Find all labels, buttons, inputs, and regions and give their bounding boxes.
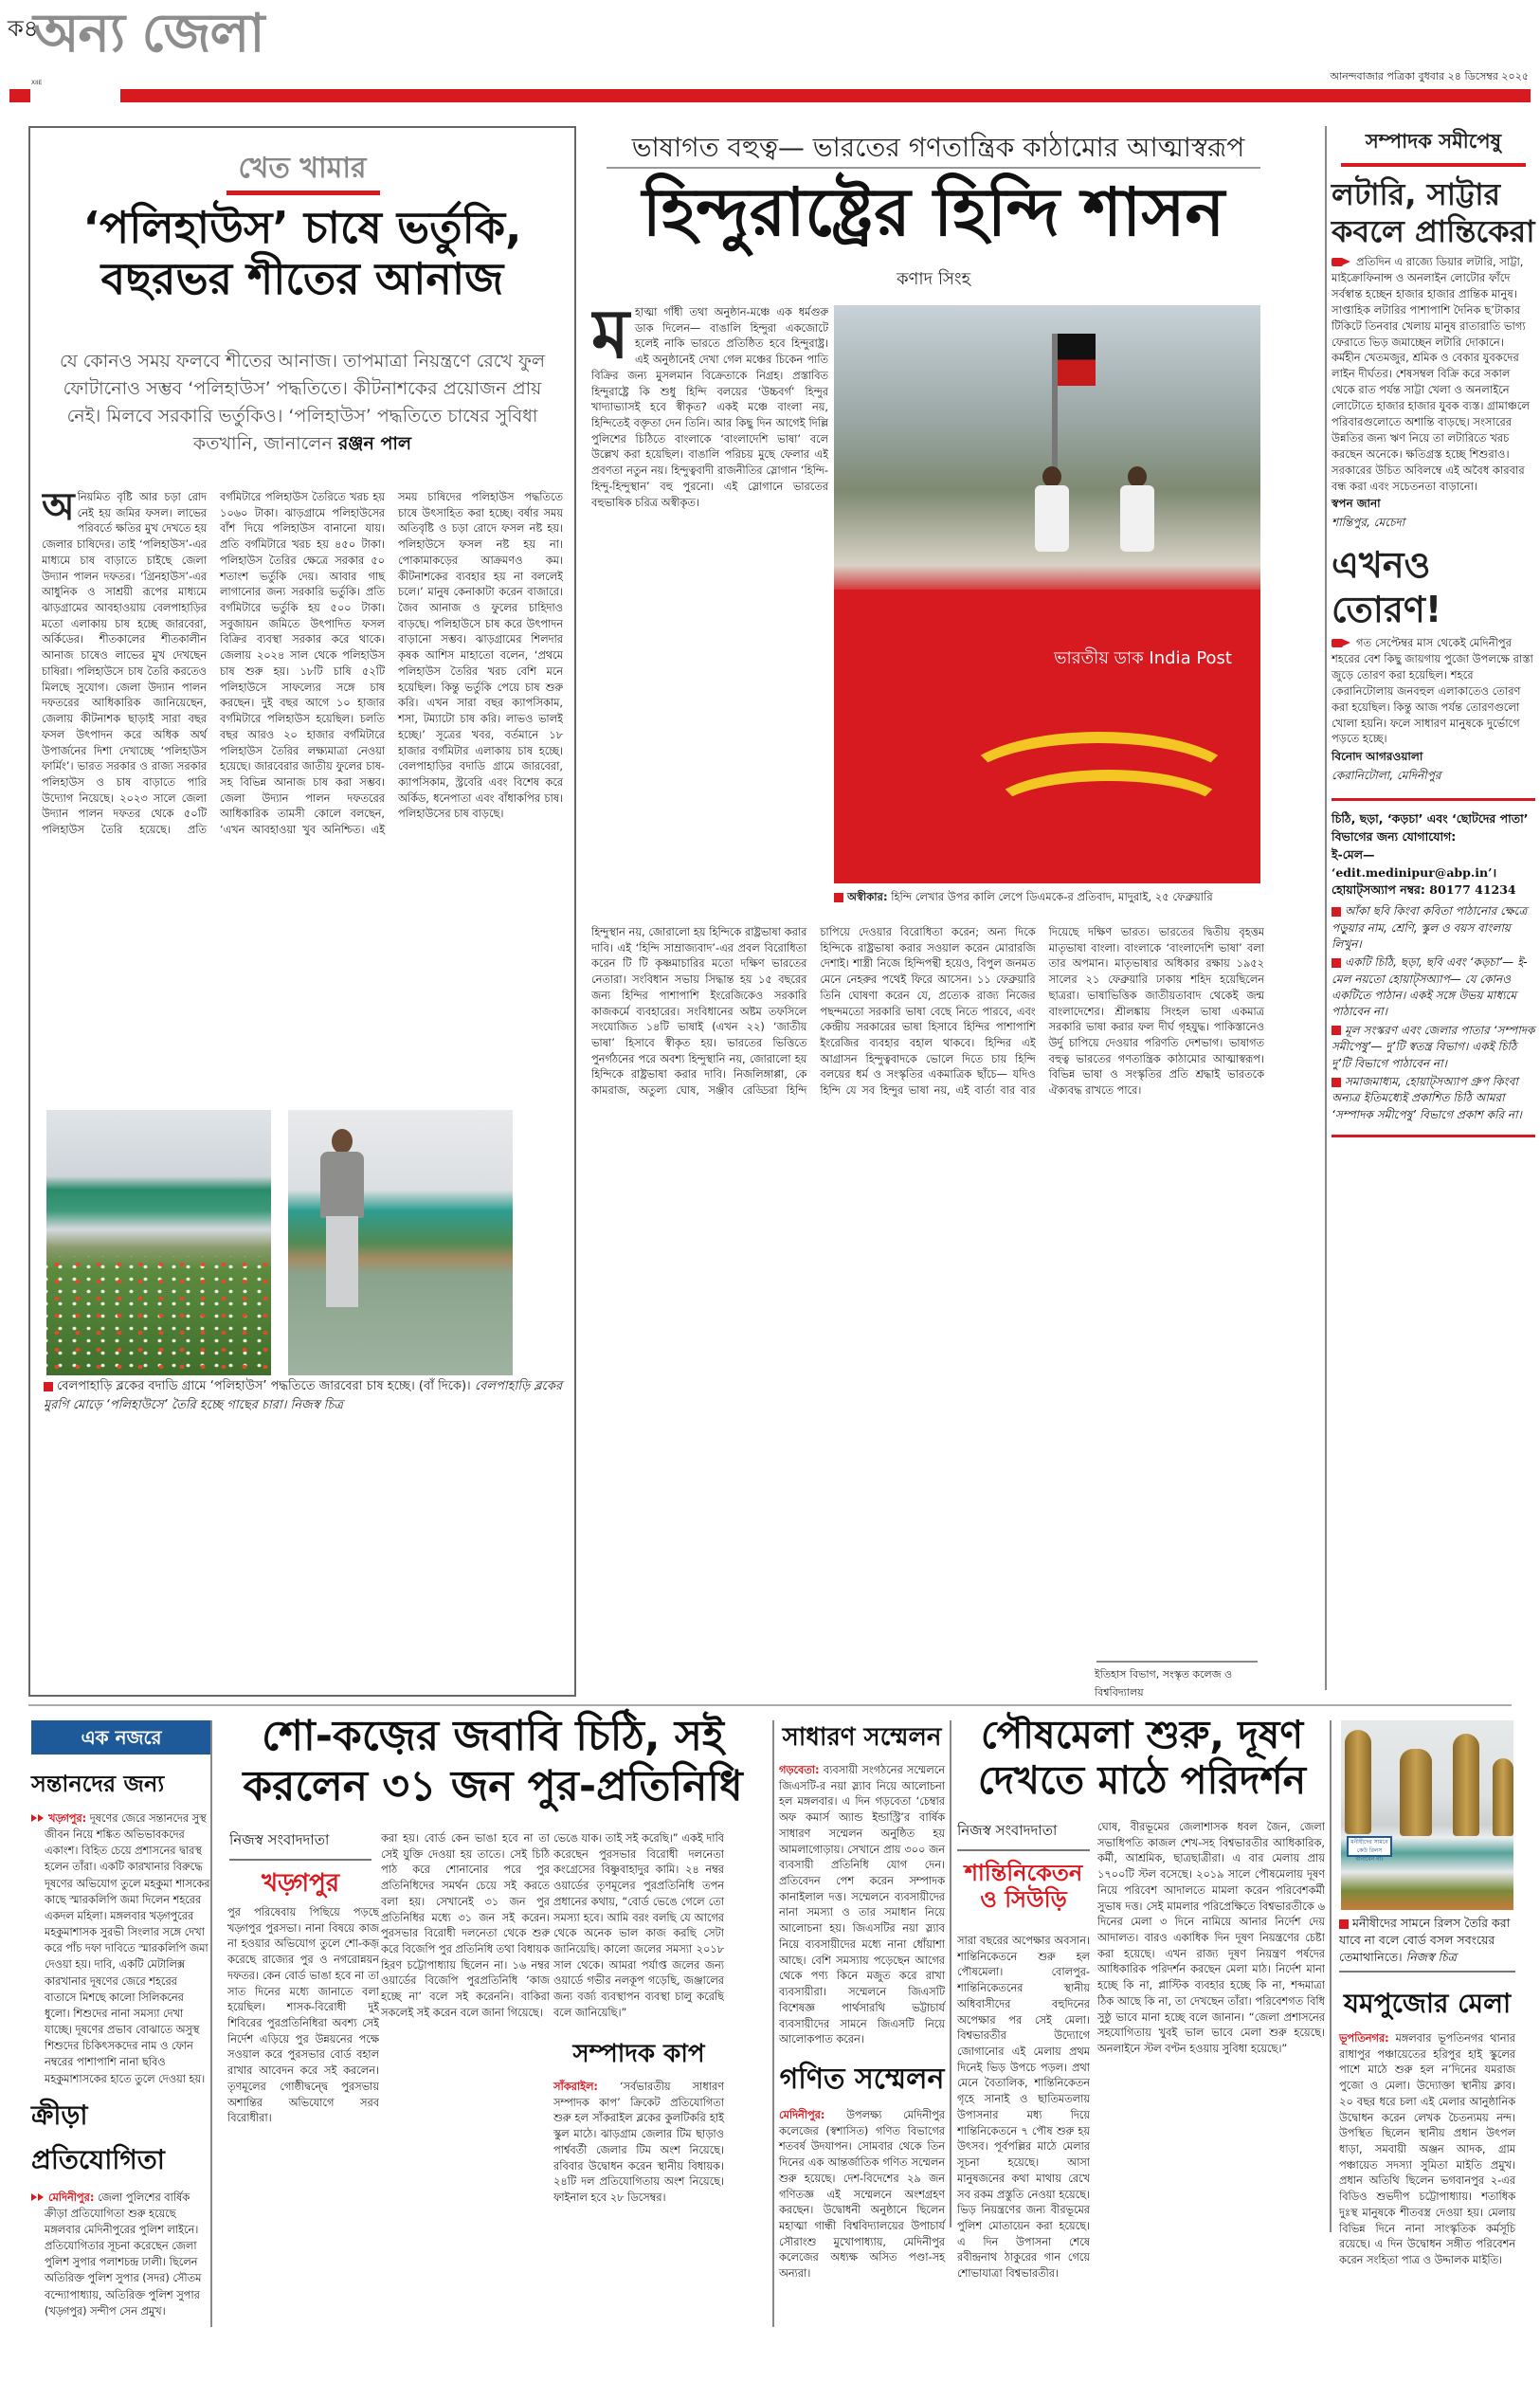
statue-figure [1400, 1749, 1432, 1836]
india-post-sign [834, 590, 1260, 883]
letters-contact [1332, 810, 1535, 900]
caption-italic: বেলপাহাড়ি ব্লকের মুরগি মোড়ে ‘পলিহাউসে’ তৈরি হচ্ছে গাছের চারা। নিজস্ব চিত্র [44, 1379, 563, 1412]
hindi-story-byline: কণাদ সিংহ [896, 269, 971, 289]
briefs-column-middle [779, 1718, 945, 2282]
dropcap: অ [42, 490, 75, 529]
caption-bullet-icon [834, 893, 843, 902]
letter-item [1332, 543, 1535, 787]
showcause-body-col2: করা হয়। বোর্ড কেন ভাঙা হবে না তা সেই যুক্তি দেওয়া হয় তাতে। সেই চিঠি পাঠ করে শোনানোর পরে পুর প্রতিনিধিদের সমর্থন চেয়ে সই করতে বলা হয়। সেখানেই ৩১ জন পুর প্রতিনিধির মধ্যে ৩১ জন সই করেন। পুরসভার বিরোধী দলনেতা থেকে শুরু করে বিজেপি পুর প্রতিনিধি তথা বিধায়ক হিরণ চট্টোপাধ্যায় ছিলেন না। ১৬ নম্বর ওয়ার্ডের বিজেপি পুরপ্রতিনিধি ‘কাজ হচ্ছে না’ বলে সই করেননি। বাকিরা সকলেই সই করেন বলে জানা গিয়েছে। [381, 1832, 550, 2019]
letter-signoff: স্বপন জানা [1332, 497, 1381, 511]
rule-text: মূল সংস্করণ এবং জেলার পাতার ‘সম্পাদক সমীপেষু’— দু’টি স্বতন্ত্র বিভাগ। একই চিঠি দু’টি বিভাগে পাঠাবেন না। [1332, 1023, 1535, 1070]
no-reels-sign: মনীষীদের সামনে কেউ রিলস বানাবেন না। [1347, 1836, 1392, 1857]
protester-figure [1033, 466, 1071, 590]
brief-body [779, 1763, 945, 2048]
brief-place: মেদিনীপুর: [779, 2108, 825, 2121]
brief-text: ‘সর্বভারতীয় সাধারণ সম্পাদক কাপ’ ক্রিকেট প্রতিযোগিতা শুরু হল সাঁকরাইল ব্লকের কুলটিকরি হাই স্কুল মাঠে। ঝাড়গ্রাম জেলার টিম ছাড়াও পার্শ্ববর্তী জেলার টিম অংশ নিয়েছে। রবিবার উদ্বোধন করেন স্থানীয় বিধায়ক। ২৪টি দল প্রতিযোগিতায় অংশ নিয়েছে। ফাইনাল হবে ২৮ ডিসেম্বর। [553, 2081, 724, 2205]
letters-column [1332, 126, 1535, 1147]
letter-place: শান্তিপুর, মেচেদা [1332, 516, 1405, 530]
letter-item [1332, 176, 1535, 534]
column-divider [772, 1720, 774, 2327]
page-number: ক৪ [8, 15, 39, 42]
brief-body [31, 2190, 211, 2319]
author-rule [1096, 1661, 1258, 1663]
rule-item [1332, 1023, 1535, 1072]
brief-text: দূষণের জেরে সন্তানদের সুস্থ জীবন নিয়ে শঙ্কিত অভিভাবকদের একাংশ। বিহিত চেয়ে প্রশাসনের দ্বারস্থ হলেন তাঁরা। একটি কারখানার বিরুদ্ধে দূষণের অভিযোগ তুলে মহকুমা শাসকের কাছে স্মারকলিপি জমা দিলেন শহরের একদল মহিলা। মঙ্গলবার খড়্গপুরের মহকুমাশাসক সুরভী সিংলার সঙ্গে দেখা করে পাঁচ দফা দাবিতে স্মারকলিপি জমা দেওয়া হয়। দাবি, একটি মেটালিক্স কারখানার দূষণের জেরে শহরের বাতাসে মিশছে কালো সিলিকনের ধুলো। শিশুদের নানা সমস্যা দেখা যাচ্ছে। দূষণের প্রভাব বোঝাতে অসুস্থ শিশুদের চিকিৎসকদের নাম ও ফোন নম্বরের পাশাপাশি নানা ছবিও মহকুমাশাসকের হাতে তুলে দেওয়া হয়। [45, 1812, 210, 2085]
brief-body [553, 2080, 724, 2207]
letter-signoff: বিনোদ আগরওয়ালা [1332, 750, 1423, 764]
brief-title: যমপুজোর মেলা [1343, 1988, 1512, 2019]
news-briefs [31, 1763, 211, 2319]
dmk-protest-photo [834, 305, 1260, 883]
hindi-story-body: হিন্দুস্থান নয়, জোরালো হয় হিন্দিকে রাষ্ট্রভাষা করার দাবি। এই ‘হিন্দি সাম্রাজ্যবাদ’-এর প্রবল বিরোধিতা করেন টি টি কৃষ্ণমাচারির মতো দক্ষিণ ভারতের নেতারা। সংবিধান সভায় সিদ্ধান্ত হয় ১৫ বছরের জন্য হিন্দির পাশাপাশি ইংরেজিকেও সরকারি কাজকর্মে ব্যবহারের। সংবিধানের অষ্টম তফসিলে সংযোজিত ১৪টি ভাষাই (এখন ২২) ‘জাতীয় ভাষা’ হিসাবে স্বীকৃত হয়। ভারতের ভিত্তিতে পুনর্গঠনের পরে অবশ্য হিন্দুস্থানি নয়, জোরালো হয় হিন্দিকে রাষ্ট্রভাষা করার দাবি। নিজলিঙ্গাপ্পা, কে কামরাজ, অতুল্য ঘোষ, সঞ্জীব রেড্ডিরা হিন্দি চাপিয়ে দেওয়ার বিরোধিতা করেন; অন্য দিকে হিন্দিকে রাষ্ট্রভাষা করার সওয়াল করেন মোরারজি দেশাই। শাস্ত্রী নিজে হিন্দিপন্থী হয়েও, বিপুল জনমত মেনে নেহরুর পথেই ফিরে আসেন। ১১ ফেব্রুয়ারি তিনি ঘোষণা করেন যে, প্রত্যেক রাজ্য নিজের পছন্দমতো সরকারি ভাষা বেছে নিতে পারবে, এবং কেন্দ্রীয় সরকারের ভাষা হিসাবে হিন্দির পাশাপাশি ইংরেজির ব্যবহার বহাল থাকবে। হিন্দির এই আগ্রাসন হিন্দুত্ববাদকে ভোলে দিতে চায় হিন্দি বলয়ের ধর্ম ও সংস্কৃতির একমাত্রিক ছাঁচে— যদিও হিন্দি যে সব হিন্দুর ভাষা নয়, এই বার্তা বার বার দিয়েছে দক্ষিণ ভারত। ভারতের দ্বিতীয় বৃহত্তম মাতৃভাষা বাংলা। বাংলাকে ‘বাংলাদেশি ভাষা’ বলা তার অপমান। মাতৃভাষার অধিকার রক্ষায় ১৯৫২ সালের ২১ ফেব্রুয়ারি ঢাকায় শহিদ হয়েছিলেন ছাত্ররা। ভাষাভিত্তিক জাতীয়তাবাদ থেকেই জন্ম বাংলাদেশের। শ্রীলঙ্কায় সিংহল ভাষা একমাত্র সরকারি ভাষা করার ফল দীর্ঘ গৃহযুদ্ধ। পাকিস্তানেও উর্দু চাপিয়ে দেওয়ার পরিণতি দেশভাগ। ভাষাগত বহুত্ব ভারতের গণতান্ত্রিক কাঠামোর আত্মাস্বরূপ। বিভিন্ন ভাষা ও সংস্কৃতির প্রতি শ্রদ্ধাই ভারতকে ঐক্যবদ্ধ রাখতে পারে। [591, 926, 1264, 1098]
letter-place: কেরানিটোলা, মেদিনীপুর [1332, 769, 1441, 783]
party-flag [1052, 334, 1058, 485]
email-label: ই-মেল— [1332, 846, 1375, 862]
column-divider [1330, 1720, 1332, 2232]
standfirst-text: যে কোনও সময় ফলবে শীতের আনাজ। তাপমাত্রা নিয়ন্ত্রণে রেখে ফুল ফোটানোও সম্ভব ‘পলিহাউস’ পদ্ধতিতে। কীটনাশকের প্রয়োজন প্রায় নেই। মিলবে সরকারি ভর্তুকিও। ‘পলিহাউস’ পদ্ধতিতে চাষের সুবিধা কতখানি, জানালেন [59, 351, 545, 454]
polyhouse-seedling-photo [288, 1110, 513, 1375]
letters-end-rule [1332, 1135, 1535, 1137]
showcause-body-col1: পুর পরিষেবায় পিছিয়ে পড়ছে খড়্গপুর পুরসভা। নানা বিষয়ে কাজ না হওয়ার অভিযোগ তুলে শো-কজ় করেছে রাজ্যের পুর ও নগরোন্নয়ন দফতর। কেন বোর্ড ভাঙা হবে না তা সাত দিনের মধ্যে জানাতে বলা হয়েছিল। শাসক-বিরোধী দুই শিবিরের পুরপ্রতিনিধিরা অবশ্য সেই নির্দেশ এড়িয়ে পুর উন্নয়নের পক্ষে সওয়াল করে পুরসভার বোর্ড বহাল রাখার আবেদন করে সই করলেন। তৃণমূলের গোষ্ঠীদ্বন্দ্বে পুরসভায় অশান্তির অভিযোগে সরব বিরোধীরা। [227, 1906, 379, 2125]
rule-bullet-icon [1332, 958, 1341, 968]
section-label-farm: খেত খামার [238, 152, 367, 185]
showcause-dateline [229, 1829, 371, 1899]
letter-headline: এখনও তোরণ! [1332, 544, 1442, 630]
statue-figure [1493, 1758, 1513, 1836]
brief-place: মেদিনীপুর: [47, 2191, 95, 2204]
play-bullet-icon [31, 2193, 37, 2201]
section-masthead-title: অন্য জেলা [33, 3, 264, 64]
rule-bullet-icon [1332, 1078, 1341, 1087]
showcause-body-col3: ভেঙে যাক। তাই সই করেছি।” একই দাবি করেছেন পুরসভার বিরোধী দলনেতা কংগ্রেসের বিষ্ণুবাহাদুর কামি। ২৪ নম্বর ওয়ার্ডের তৃণমূলের পুরপ্রতিনিধি তপন প্রধানের কথায়, “বোর্ড ভেঙে গেলে তো সমস্যা হবে। আমি বরং বলছি যে আগের থেকে অনেক ভাল কাজ করছি সেটা জানিয়েছি। কালো জলের সমস্যা ২০১৮ সাল থেকে। আমরা পর্যাপ্ত জলের জন্য ওয়ার্ডে গভীর নলকূপ গড়েছি, জঞ্জালের জন্য বর্জ্য ব্যবস্থাপন ব্যবস্থা চালু করেছি বলে জানিয়েছি।” [553, 1832, 724, 2019]
brief-text: ব্যবসায়ী সংগঠনের সম্মেলনে জিএসটি-র নয়া স্ল্যাব নিয়ে আলোচনা হল মঙ্গলবার। এ দিন গড়বেতা ‘চেম্বার অফ কমার্স অ্যান্ড ইন্ডাস্ট্রি’র বার্ষিক সাধারণ সম্মেলন অনুষ্ঠিত হয় আমলাগোড়ায়। সেখানে প্রায় ৩০০ জন ব্যবসায়ী প্রতিনিধি যোগ দেন। প্রতিবেদন পেশ করেন সম্পাদক কানাইলাল দত্ত। সম্মেলনে ব্যবসায়ীদের নানা সমস্যা ও তার সমাধান নিয়ে আলোচনা হয়। জিএসটির নয়া স্ল্যাব নিয়ে ব্যবসায়ীদের মধ্যে নানা ধোঁয়াশা আছে। বেশি সমস্যায় পড়েছেন আগের থেকে পণ্য কিনে মজুত করে রাখা ব্যবসায়ীরা। সম্মেলনে জিএসটি বিশেষজ্ঞ পার্থসারথি ভট্টাচার্য ব্যবসায়ীদের সামনে জিএসটি নিয়ে আলোকপাত করেন। [779, 1764, 946, 2046]
statue-figure [1453, 1734, 1479, 1836]
play-bullet-icon [31, 1814, 37, 1822]
play-bullet-icon [38, 1814, 44, 1822]
brief-title: সম্পাদক কাপ [572, 2040, 705, 2068]
edition-tag: XIIE [31, 80, 43, 86]
letters-divider [1332, 798, 1535, 801]
column-divider [950, 1720, 951, 2227]
dropcap: ম [591, 305, 629, 373]
pousmela-body-col2: ঘোষ, বীরভূমের জেলাশাসক ধবল জৈন, জেলা সভাধিপতি কাজল শেখ-সহ বিশ্বভারতীর আধিকারিক, কর্মী, আশ্রমিক, ছাত্রছাত্রীরা। এ বার মেলায় প্রায় ১৭০০টি স্টল বসেছে। ২০১৯ সালে পৌষমেলায় দূষণ নিয়ে পরিবেশ আদালতে মামলা করেন পরিবেশকর্মী সুভাষ দত্ত। সেই মামলার পরিপ্রেক্ষিতে বিশ্বভারতীকে ৬ দিনের মেলা ৩ দিনে নামিয়ে আনার নির্দেশ দেয় আদালত। বারও একাধিক দিন দূষণ নিয়ন্ত্রণের চেষ্টা করা হয়েছে। এখন রাজ্য দূষণ নিয়ন্ত্রণ পর্ষদের আধিকারিক পরিদর্শন করছেন মেলা মাঠ। নির্দেশ মানা হচ্ছে কি না, প্লাস্টিক ব্যবহার হচ্ছে কি না, শব্দমাত্রা ঠিক আছে কি না, তা দেখছেন তাঁরা। পরিবেশগত বিধি সুষ্ঠু ভাবে মানা হচ্ছে বলে জানান। “জেলা প্রশাসনের সহযোগিতায় খুবই ভাল ভাবে মেলা শুরু হয়েছে। অনলাইনে স্টল বণ্টন হওয়ায় সুবিধা হয়েছে।” [1097, 1821, 1325, 2056]
farm-feature-box [28, 126, 576, 1697]
caption-label: অস্বীকার: [847, 890, 888, 903]
sampadak-cup-brief [553, 2034, 724, 2207]
polyhouse-gerbera-photo [46, 1110, 271, 1375]
pousmela-body-col1: সারা বছরের অপেক্ষার অবসান। শান্তিনিকেতনে শুরু হল পৌষমেলা। বোলপুর-শান্তিনিকেতনের স্থানীয় অধিবাসীদের বহুদিনের অপেক্ষার পর সেই মেলা। বিশ্বভারতীর উদ্যোগে জোগানোর এই মেলায় প্রথম দিনেই ভিড় উপচে পড়ল। প্রথা মেনে বৈতালিক, শান্তিনিকেতন গৃহে সানাই ও ছাতিমতলায় উপাসনার মধ্য দিয়ে শান্তিনিকেতনে ৭ পৌষ শুরু হয় উৎসব। পূর্বপল্লির মাঠে মেলার সূচনা হয়েছে। আসা মানুষজনের কথা মাথায় রেখে সব রকম প্রস্তুতি নেওয়া হয়েছে। ভিড় নিয়ন্ত্রণের জন্য বীরভূমের পুলিশ মোতায়েন করা হয়েছে। এ দিন উপাসনা শেষে রবীন্দ্রনাথ ঠাকুরের গান গেয়ে শোভাযাত্রা বিশ্বভারতীর। [957, 1935, 1090, 2281]
post-sign-text: ভারতীয় ডাক India Post [1054, 648, 1232, 668]
section-label-underline [226, 191, 380, 195]
rule-item [1332, 955, 1535, 1021]
letter-headline: লটারি, সাট্টার কবলে প্রান্তিকেরা [1332, 176, 1535, 250]
brief-title: ক্রীড়া প্রতিযোগিতা [31, 2099, 165, 2175]
letter-body-text: গত সেপ্টেম্বর মাস থেকেই মেদিনীপুর শহরের বেশ কিছু জায়গায় পুজো উপলক্ষে রাস্তা জুড়ে তোরণ করা হয়েছিল। শহরে কেরানিটোলায় জনবহুল এলাকাতেও তোরণ করা হয়েছিল। কিন্তু আজ পর্যন্ত তোরণগুলো খোলা হয়নি। ফলে সাধারণ মানুষকে দুর্ভোগে পড়তে হচ্ছে। [1332, 636, 1533, 746]
statue-figure [1345, 1730, 1371, 1834]
brief-place: গড়বেতা: [779, 1764, 820, 1776]
masthead-rule-right [120, 89, 1531, 102]
brief-item [31, 1767, 211, 2087]
photo-credit: নিজস্ব চিত্র [1405, 1949, 1457, 1964]
whatsapp-label: হোয়াট্‌সঅ্যাপ নম্বর: [1332, 882, 1425, 898]
brief-body [779, 2108, 945, 2282]
caption-text: বেলপাহাড়ি ব্লকের বদাডি গ্রামে ‘পলিহাউস’ পদ্ধতিতে জারবেরা চাষ হচ্ছে। (বাঁ দিকে)। [57, 1379, 471, 1393]
brief-place: ভূপতিনগর: [1339, 2032, 1389, 2045]
caption-text: মনীষীদের সামনে রিলস তৈরি করা যাবে না বলে বোর্ড বসল সবংয়ের তেমাথানিতে। [1339, 1916, 1511, 1964]
letters-section-label: সম্পাদক সমীপেষু [1341, 126, 1526, 167]
brief-text: জেলা পুলিশের বার্ষিক ক্রীড়া প্রতিযোগিতা শুরু হয়েছে মঙ্গলবার মেদিনীপুরের পুলিশ লাইনে। প্রতিযোগিতার সূচনা করেছেন জেলা পুলিশ সুপার পলাশচন্দ্র ঢালী। ছিলেন অতিরিক্ত পুলিশ সুপার (সদর) সৌতম বন্দ্যোপাধ্যায়, অতিরিক্ত পুলিশ সুপার (খড়্গপুর) সন্দীপ সেন প্রমুখ। [45, 2191, 202, 2318]
farm-photo-caption [44, 1377, 565, 1414]
bottom-section-rule [28, 1704, 1512, 1706]
farm-story-body-text: নিয়মিত বৃষ্টি আর চড়া রোদ নেই হয় জমির ফসল। লাভের পরিবর্তে ক্ষতির মুখ দেখতে হয় জেলার চাষিদের। তাই ‘পলিহাউস’-এর মাধ্যমে চাষ বাড়াতে চাইছে জেলা উদ্যান পালন দফতর। ‘গ্রিনহাউস’-এর আধুনিক ও সাশ্রয়ী রূপের মাধ্যমে ঝাড়গ্রামের আবহাওয়ায় বেলপাহাড়ির মতো এলাকায় চাষ হচ্ছে জারবেরা, অর্কিডের। শীতকালের শীতকালীন আনাজ চাষেও লাভের মুখ দেখছেন চাষিরা। পলিহাউসে চাষ তৈরি করতেও মিলছে সুযোগ। জেলা উদ্যান পালন দফতরের আধিকারিক জানিয়েছেন, জেলায় কীটনাশক ছাড়াই সারা বছর ফসল উৎপাদন করে অধিক অর্থ উপার্জনের দিশা দেখাচ্ছে ‘পলিহাউস ফার্মিং’। ভারত সরকার ও রাজ্য সরকার পলিহাউস ও চাষ বাড়াতে পারি উদ্যোগ নিয়েছে। ২০২৩ সালে জেলা উদ্যান পালন দফতর থেকে ৫০টি পলিহাউস তৈরি হয়েছে। প্রতি বর্গমিটারে পলিহাউস তৈরিতে খরচ হয় ১০৬০ টাকা। ঝাড়গ্রামে পলিহাউসের বাঁশ দিয়ে পলিহাউস বানানো যায়। প্রতি বর্গমিটারে খরচ হয় ৪৫০ টাকা। পলিহাউস তৈরির ক্ষেত্রে সরকার ৫০ শতাংশ ভর্তুকি দেয়। আবার গাছ লাগানোর জন্য সরকারি ভর্তুকি। প্রতি বর্গমিটারে ভর্তুকি হয় ৫০০ টাকা। সবুজায়ন জমিতে উৎপাদিত ফসল বিক্রির ব্যবস্থা সরকার করে থাকে। জেলায় ২০২৪ সাল থেকে পলিহাউস চাষ শুরু হয়। ১৮টি চাষি ৫২টি পলিহাউসে সাফল্যের সঙ্গে চাষ করছেন। দুই বছর আগে ১০ হাজার বর্গমিটারে পলিহাউস হয়েছিল। চলতি বছর আরও ২০ হাজার বর্গমিটারে পলিহাউস তৈরির লক্ষ্যমাত্রা নেওয়া হয়েছে। জারবেরার জাতীয় ফুলের চাষ-সহ বিভিন্ন আনাজ চাষ করা সম্ভব। জেলা উদ্যান পালন দফতরের আধিকারিক তামসী কোলে বলছেন, ‘এখন আবহাওয়া খুব অনিশ্চিত। এই সময় চাষিদের পলিহাউস পদ্ধতিতে চাষে উৎসাহিত করা হচ্ছে। বর্ষার সময় অতিবৃষ্টি ও চড়া রোদে ফসল নষ্ট হয়। পলিহাউসে ফসল নষ্ট হয় না। পোকামাকড়ের আক্রমণও কম। কীটনাশকের ব্যবহার হয় না বললেই চলে।’ মানুষ কেনাকাটা করেন বাজারে। জৈব আনাজ ও ফুলের চাহিদাও বাড়ছে। পলিহাউসে চাষ করে উৎপাদন বাড়ানো সম্ভব। ঝাড়গ্রামের শিলদার কৃষক আশিস মাহাতো বলেন, ‘প্রথমে পলিহাউস তৈরির খরচ বেশি মনে হয়েছিল। কিন্তু ভর্তুকি পেয়ে চাষ শুরু করি। এখন সারা বছর ক্যাপসিকাম, শসা, টম্যাটো চাষ করি। লাভও ভালই হচ্ছে।’ সূত্রের খবর, বর্তমানে ১৮ হাজার বর্গমিটার এলাকায় চাষ হচ্ছে। বেলপাহাড়ির বদাডি গ্রামে জারবেরা, ক্যাপসিকাম, স্ট্রবেরি এবং বিশেষ করে অর্কিড, ধনেপাতা এবং বাঁধাকপির চাষ। পলিহাউসের চাষ বাড়ছে। [42, 491, 563, 837]
yam-mela-brief [1339, 1983, 1515, 2269]
rule-text: আঁকা ছবি কিংবা কবিতা পাঠানোর ক্ষেত্রে পড়ুয়ার নাম, শ্রেণি, স্কুল ও বয়স বাংলায় লিখুন। [1332, 904, 1528, 951]
caption-bullet-icon [1339, 1919, 1349, 1929]
letter-body-text: প্রতিদিন এ রাজ্যে ডিয়ার লটারি, সাট্টা, মাইক্রোফিনান্স ও অনলাইন লোটোর ফাঁদে সর্বস্বান্ত হচ্ছেন হাজার হাজার প্রান্তিক মানুষ। সাপ্তাহিক লটারির পাশাপাশি দৈনিক ছ’টাকার টিকিটে তিনবার খেলায় মানুষ রাতারাতি ভাগ্য ফেরাতে ভিড় জমাচ্ছেন লটারি দোকানে। কর্মহীন খেতমজুর, শ্রমিক ও বেকার যুবকদের লাইন দীর্ঘতর। শেষসম্বল বিক্রি করে সকাল থেকে রাত পর্যন্ত সাট্টা খেলা ও অনলাইনে লোটোতে হাজার হাজার যুবক ব্যস্ত। গ্রামাঞ্চলে পরিবারগুলোতে অশান্তি বাড়ছে। সংসারের উন্নতির জন্য ঋণ নিয়ে তা লটারিতে খরচ করছেন অনেকে। ক্ষতিগ্রস্ত হচ্ছে শিশুরাও। সরকারের উচিত অবিলম্বে এই অবৈধ কারবার বন্ধ করা এবং সচেতনতা বাড়ানো। [1332, 255, 1531, 493]
play-bullet-icon [38, 2193, 44, 2201]
publication-date-line: আনন্দবাজার পত্রিকা বুধবার ২৪ ডিসেম্বর ২০২৫ [1330, 70, 1529, 82]
author-affiliation: ইতিহাস বিভাগ, সংস্কৃত কলেজ ও বিশ্ববিদ্যালয় [1095, 1668, 1233, 1699]
statues-caption [1339, 1915, 1515, 1973]
brief-place: সাঁকরাইল: [553, 2081, 598, 2093]
letter-body [1332, 254, 1535, 494]
pousmela-headline: পৌষমেলা শুরু, দূষণ দেখতে মাঠে পরিদর্শন [977, 1712, 1307, 1804]
pen-bullet-icon [1332, 639, 1352, 647]
farmer-figure [317, 1129, 366, 1309]
column-gutter [583, 126, 585, 1690]
farm-story-body [42, 490, 563, 1111]
brief-body [1339, 2031, 1515, 2269]
protest-photo-caption [834, 889, 1265, 905]
brief-title: গণিত সম্মেলন [779, 2062, 945, 2096]
rule-item [1332, 903, 1535, 953]
farm-story-headline: ‘পলিহাউস’ চাষে ভর্তুকি, বছরভর শীতের আনাজ [82, 202, 522, 305]
rule-bullet-icon [1332, 907, 1341, 917]
dateline-city: খড়্গপুর [261, 1869, 340, 1898]
brief-text: উপলক্ষ্য মেদিনীপুর কলেজের (স্বশাসিত) গণিত বিভাগের শতবর্ষ উদযাপন। সোমবার থেকে তিন দিনের এক আন্তর্জাতিক গণিত সম্মেলন শুরু হয়েছে। দেশ-বিদেশের ২৯ জন গণিতজ্ঞ এই সম্মেলনে অংশগ্রহণ করছেন। উদ্বোধনী অনুষ্ঠানে ছিলেন মহাত্মা গান্ধী বিশ্ববিদ্যালয়ের উপাচার্য সৌরাংশু মুখোপাধ্যায়, মেদিনীপুর কলেজের অধ্যক্ষ অসিত পণ্ডা-সহ অন্যরা। [779, 2108, 945, 2281]
rule-item [1332, 1074, 1535, 1123]
dateline-city: শান্তিনিকেতন ও সিউড়ি [964, 1860, 1083, 1913]
column-divider [210, 1720, 212, 2327]
protester-figure [1118, 466, 1156, 590]
hindi-story-kicker: ভাষাগত বহুত্ব— ভারতের গণতান্ত্রিক কাঠামোর আত্মাস্বরূপ [631, 132, 1245, 163]
caption-text: হিন্দি লেখার উপর কালি লেপে ডিএমকে-র প্রতিবাদ, মাদুরাই, ২৫ ফেব্রুয়ারি [891, 890, 1213, 903]
hindi-story-headline: হিন্দুরাষ্ট্রের হিন্দি শাসন [642, 173, 1225, 251]
brief-title: সাধারণ সম্মেলন [782, 1723, 942, 1752]
hindi-story-lead [591, 305, 828, 874]
whatsapp-number: 80177 41234 [1429, 882, 1516, 898]
reporter-credit: নিজস্ব সংবাদদাতা [229, 1829, 371, 1861]
statues-photo [1341, 1720, 1513, 1910]
brief-body [31, 1810, 211, 2087]
submission-rules [1332, 903, 1535, 1123]
rule-bullet-icon [1332, 1026, 1341, 1035]
rule-text: সমাজমাধ্যম, হোয়াট্‌সঅ্যাপ গ্রুপ কিংবা অন্যত্র ইতিমধ্যেই প্রকাশিত চিঠি আমরা ‘সম্পাদক সমীপেষু’ বিভাগে প্রকাশ করি না। [1332, 1075, 1522, 1121]
brief-text: মঙ্গলবার ভূপতিনগর থানার রাধাপুর পঞ্চায়েতের হরিপুর হাই স্কুলের পাশে মাঠে শুরু হল ন’দিনের যমরাজ পুজো ও মেলা। উদ্যোক্তা স্থানীয় ক্লাব। ২০ বছর ধরে চলা এই মেলার আনুষ্ঠানিক উদ্বোধন করেন লেখক চৈতন্যময় নন্দ। উপস্থিত ছিলেন স্থানীয় প্রধান উৎপল ধাড়া, সমবায়ী অঞ্জন আদক, গ্রাম পঞ্চায়েত সদস্যা সুমিতা মাইতি প্রমুখ। প্রধান অতিথি ছিলেন ভগবানপুর ২-এর বিডিও শুভদীপ চট্টোপাধ্যায়। শতাধিক দুঃস্থ মানুষকে শীতবস্ত্র দেওয়া হয়। মেলায় বিভিন্ন দিনে নানা সাংস্কৃতিক কর্মসূচি রয়েছে। এ দিন উদ্বোধন সঙ্গীত পরিবেশন করেন সংহিতা পাত্র ও উদ্দালক মাইতি। [1339, 2032, 1516, 2267]
contact-email-link[interactable]: ‘edit.medinipur@abp.in’। [1332, 864, 1497, 880]
pen-bullet-icon [1332, 258, 1352, 266]
column-divider [1325, 126, 1327, 1690]
letter-body [1332, 635, 1535, 747]
reporter-credit: নিজস্ব সংবাদদাতা [957, 1820, 1090, 1851]
brief-item [31, 2095, 211, 2319]
kicker-rule [607, 167, 1260, 169]
caption-bullet-icon [44, 1382, 53, 1391]
pousmela-dateline [957, 1820, 1090, 1913]
farm-story-standfirst [49, 348, 555, 458]
contact-line: চিঠি, ছড়া, ‘কড়চা’ এবং ‘ছোটদের পাতা’ বিভাগের জন্য যোগাযোগ: [1332, 811, 1529, 845]
farm-story-author: রঞ্জন পাল [337, 432, 412, 454]
masthead-rule-left [9, 89, 30, 102]
showcause-headline: শো-কজ়ের জবাবি চিঠি, সই করলেন ৩১ জন পুর-প্রতিনিধি [243, 1712, 743, 1810]
hindi-story-lead-text: হাত্মা গাঁধী তথা অনুষ্ঠান-মঞ্চে এক ধর্মগুরু ডাক দিলেন— বাঙালি হিন্দুরা একজোটে হলেই নাকি ভারতে প্রতিষ্ঠিত হবে হিন্দুরাষ্ট্র। এই অনুষ্ঠানেই দেখা গেল মঞ্চের চিকেন পাতি বিক্রির জন্য মুসলমান বিক্রেতাকে নিগ্রহ। প্রস্তাবিত হিন্দুরাষ্ট্রে কি শুধু হিন্দি বলয়ের ‘উচ্চবর্গ’ হিন্দুর খাদ্যাভ্যাসই হবে স্বীকৃত? একই মঞ্চে বাংলা নয়, হিন্দিতেই বক্তৃতা দেন তিনি। আর কিছু দিন আগেই দিল্লি পুলিশের চিঠিতে বাংলাকে ‘বাংলাদেশি ভাষা’ বলে উল্লেখ করা হয়েছিল। বাঙালি পরিচয় মুছে ফেলার এই প্রবণতা নতুন নয়। হিন্দুত্ববাদী রাজনীতির স্লোগান ‘হিন্দি-হিন্দু-হিন্দুস্থান’ বহু পুরনো। এই স্লোগানে ভারতের বহুভাষিক চরিত্র অস্বীকৃত। [591, 306, 828, 509]
brief-place: খড়্গপুর: [47, 1812, 87, 1825]
rule-text: একটি চিঠি, ছড়া, ছবি এবং ‘কড়চা’— ই-মেল নয়তো হোয়াট্‌সঅ্যাপ— যে কোনও একটিতে পাঠান। একই সঙ্গে উভয় মাধ্যমে পাঠাবেন না। [1332, 955, 1528, 1019]
ek-najare-label: এক নজরে [31, 1720, 211, 1755]
brief-title: সন্তানদের জন্য [31, 1771, 165, 1797]
